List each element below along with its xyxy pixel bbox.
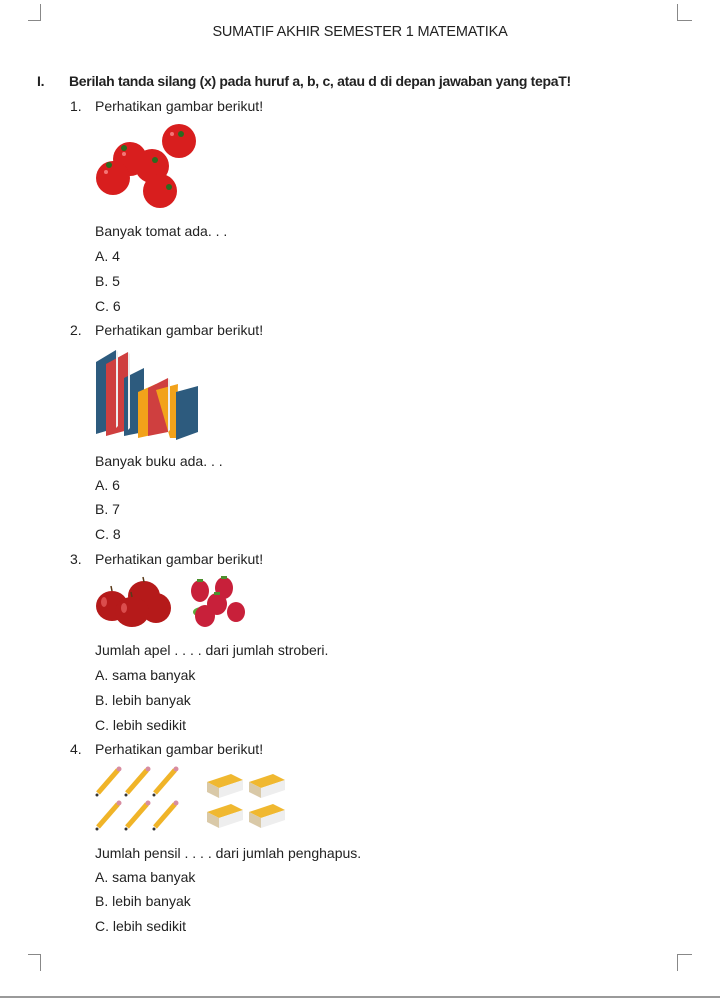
question-text: Banyak buku ada. . . (95, 453, 223, 469)
option-b[interactable]: B. 5 (95, 273, 120, 289)
section-number: I. (37, 73, 45, 89)
question-prompt: Perhatikan gambar berikut! (95, 741, 264, 757)
strawberries-image (188, 576, 252, 630)
question-number: 3. (70, 551, 82, 567)
option-c[interactable]: C. 8 (95, 526, 121, 542)
question-text: Jumlah apel . . . . dari jumlah stroberi. (95, 642, 329, 658)
question-prompt: Perhatikan gambar berikut! (95, 551, 264, 567)
margin-corner-bottom-right (677, 954, 692, 971)
section-instruction: Berilah tanda silang (x) pada huruf a, b, c, atau d di depan jawaban yang tepaT! (69, 73, 571, 89)
pencils-image (94, 766, 184, 832)
option-a[interactable]: A. 4 (95, 248, 120, 264)
option-a[interactable]: A. sama banyak (95, 667, 196, 683)
margin-corner-bottom-left (28, 954, 41, 971)
erasers-image (205, 768, 289, 830)
page-title: SUMATIF AKHIR SEMESTER 1 MATEMATIKA (212, 24, 508, 40)
tomatoes-image (94, 122, 199, 214)
option-c[interactable]: C. 6 (95, 298, 121, 314)
question-prompt: Perhatikan gambar berikut! (95, 98, 264, 114)
apples-image (94, 576, 174, 628)
question-text: Banyak tomat ada. . . (95, 223, 228, 239)
option-b[interactable]: B. lebih banyak (95, 692, 191, 708)
option-a[interactable]: A. 6 (95, 477, 120, 493)
option-b[interactable]: B. 7 (95, 501, 120, 517)
page-bottom-edge (0, 996, 720, 998)
question-text: Jumlah pensil . . . . dari jumlah penghapus. (95, 845, 362, 861)
option-c[interactable]: C. lebih sedikit (95, 717, 187, 733)
option-c[interactable]: C. lebih sedikit (95, 918, 187, 934)
question-number: 2. (70, 322, 82, 338)
margin-corner-top-right (677, 4, 692, 21)
question-number: 1. (70, 98, 82, 114)
books-image (94, 346, 204, 442)
question-number: 4. (70, 741, 82, 757)
option-b[interactable]: B. lebih banyak (95, 893, 191, 909)
margin-corner-top-left (28, 4, 41, 21)
question-prompt: Perhatikan gambar berikut! (95, 322, 264, 338)
option-a[interactable]: A. sama banyak (95, 869, 196, 885)
